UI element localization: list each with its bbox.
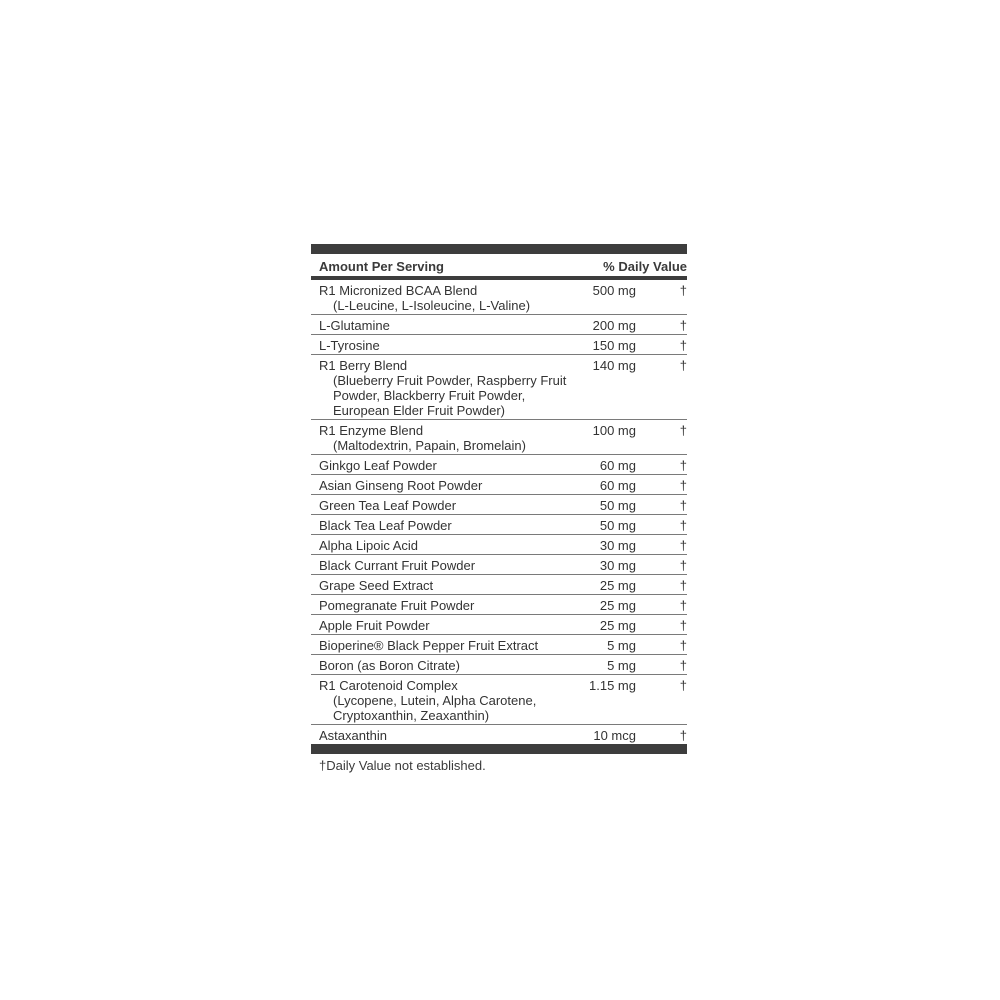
ingredient-name: Black Tea Leaf Powder bbox=[319, 518, 452, 533]
daily-value-dagger: † bbox=[679, 638, 687, 653]
table-row bbox=[311, 615, 687, 635]
table-row bbox=[311, 725, 687, 744]
table-row bbox=[311, 515, 687, 535]
ingredient-amount: 10 mcg bbox=[593, 728, 636, 743]
table-row bbox=[311, 555, 687, 575]
table-row bbox=[311, 280, 687, 315]
ingredient-amount: 200 mg bbox=[592, 318, 636, 333]
daily-value-dagger: † bbox=[679, 338, 687, 353]
table-row bbox=[311, 315, 687, 335]
ingredient-name: Astaxanthin bbox=[319, 728, 387, 743]
daily-value-dagger: † bbox=[679, 518, 687, 533]
supplement-facts-panel bbox=[311, 244, 687, 773]
ingredient-amount: 1.15 mg bbox=[589, 678, 636, 693]
daily-value-dagger: † bbox=[679, 283, 687, 298]
ingredient-name: Bioperine® Black Pepper Fruit Extract bbox=[319, 638, 539, 653]
table-row bbox=[311, 635, 687, 655]
table-row bbox=[311, 595, 687, 615]
amount-per-serving-heading: Amount Per Serving bbox=[319, 259, 444, 274]
table-row bbox=[311, 475, 687, 495]
ingredient-name: Black Currant Fruit Powder bbox=[319, 558, 476, 573]
ingredient-amount: 100 mg bbox=[592, 423, 636, 438]
ingredient-name: R1 Micronized BCAA Blend bbox=[319, 283, 478, 298]
ingredient-name: R1 Enzyme Blend bbox=[319, 423, 424, 438]
ingredient-name: Grape Seed Extract bbox=[319, 578, 434, 593]
daily-value-dagger: † bbox=[679, 358, 687, 373]
ingredient-amount: 25 mg bbox=[599, 618, 636, 633]
table-row bbox=[311, 535, 687, 555]
ingredient-list bbox=[311, 280, 687, 754]
ingredient-name: L-Glutamine bbox=[319, 318, 390, 333]
ingredient-amount: 50 mg bbox=[599, 498, 636, 513]
ingredient-amount: 5 mg bbox=[607, 638, 636, 653]
daily-value-dagger: † bbox=[679, 558, 687, 573]
ingredient-name: Apple Fruit Powder bbox=[319, 618, 430, 633]
daily-value-heading: % Daily Value bbox=[603, 259, 687, 274]
ingredient-amount: 30 mg bbox=[599, 538, 636, 553]
ingredient-name: R1 Berry Blend bbox=[319, 358, 408, 373]
ingredient-name: Ginkgo Leaf Powder bbox=[319, 458, 437, 473]
table-header bbox=[311, 254, 687, 276]
ingredient-amount: 25 mg bbox=[599, 578, 636, 593]
ingredient-amount: 60 mg bbox=[599, 458, 636, 473]
table-row bbox=[311, 495, 687, 515]
ingredient-amount: 500 mg bbox=[592, 283, 636, 298]
ingredient-detail: (L-Leucine, L-Isoleucine, L-Valine) bbox=[333, 298, 531, 313]
footnote: †Daily Value not established. bbox=[319, 758, 486, 773]
ingredient-name: Pomegranate Fruit Powder bbox=[319, 598, 475, 613]
daily-value-dagger: † bbox=[679, 498, 687, 513]
daily-value-dagger: † bbox=[679, 598, 687, 613]
ingredient-amount: 25 mg bbox=[599, 598, 636, 613]
daily-value-dagger: † bbox=[679, 728, 687, 743]
daily-value-dagger: † bbox=[679, 458, 687, 473]
ingredient-name: Boron (as Boron Citrate) bbox=[319, 658, 460, 673]
ingredient-detail: (Maltodextrin, Papain, Bromelain) bbox=[333, 438, 526, 453]
ingredient-amount: 60 mg bbox=[599, 478, 636, 493]
daily-value-dagger: † bbox=[679, 538, 687, 553]
daily-value-dagger: † bbox=[679, 578, 687, 593]
table-row bbox=[311, 455, 687, 475]
daily-value-dagger: † bbox=[679, 618, 687, 633]
top-rule bbox=[311, 244, 687, 254]
ingredient-amount: 30 mg bbox=[599, 558, 636, 573]
daily-value-dagger: † bbox=[679, 423, 687, 438]
table-row bbox=[311, 355, 687, 420]
ingredient-amount: 5 mg bbox=[607, 658, 636, 673]
ingredient-amount: 150 mg bbox=[592, 338, 636, 353]
ingredient-name: L-Tyrosine bbox=[319, 338, 380, 353]
ingredient-name: R1 Carotenoid Complex bbox=[319, 678, 458, 693]
ingredient-detail: (Blueberry Fruit Powder, Raspberry Fruit Powder, Blackberry Fruit Powder, European Elder Fruit Powder) bbox=[333, 373, 567, 418]
ingredient-detail: (Lycopene, Lutein, Alpha Carotene, Cryptoxanthin, Zeaxanthin) bbox=[333, 693, 537, 723]
table-row bbox=[311, 575, 687, 595]
table-row bbox=[311, 655, 687, 675]
daily-value-dagger: † bbox=[679, 318, 687, 333]
ingredient-name: Asian Ginseng Root Powder bbox=[319, 478, 483, 493]
daily-value-dagger: † bbox=[679, 478, 687, 493]
ingredient-name: Green Tea Leaf Powder bbox=[319, 498, 457, 513]
ingredient-name: Alpha Lipoic Acid bbox=[319, 538, 419, 553]
ingredient-amount: 140 mg bbox=[592, 358, 636, 373]
ingredient-amount: 50 mg bbox=[599, 518, 636, 533]
daily-value-dagger: † bbox=[679, 658, 687, 673]
table-row bbox=[311, 420, 687, 455]
table-row bbox=[311, 675, 687, 725]
daily-value-dagger: † bbox=[679, 678, 687, 693]
table-row bbox=[311, 335, 687, 355]
